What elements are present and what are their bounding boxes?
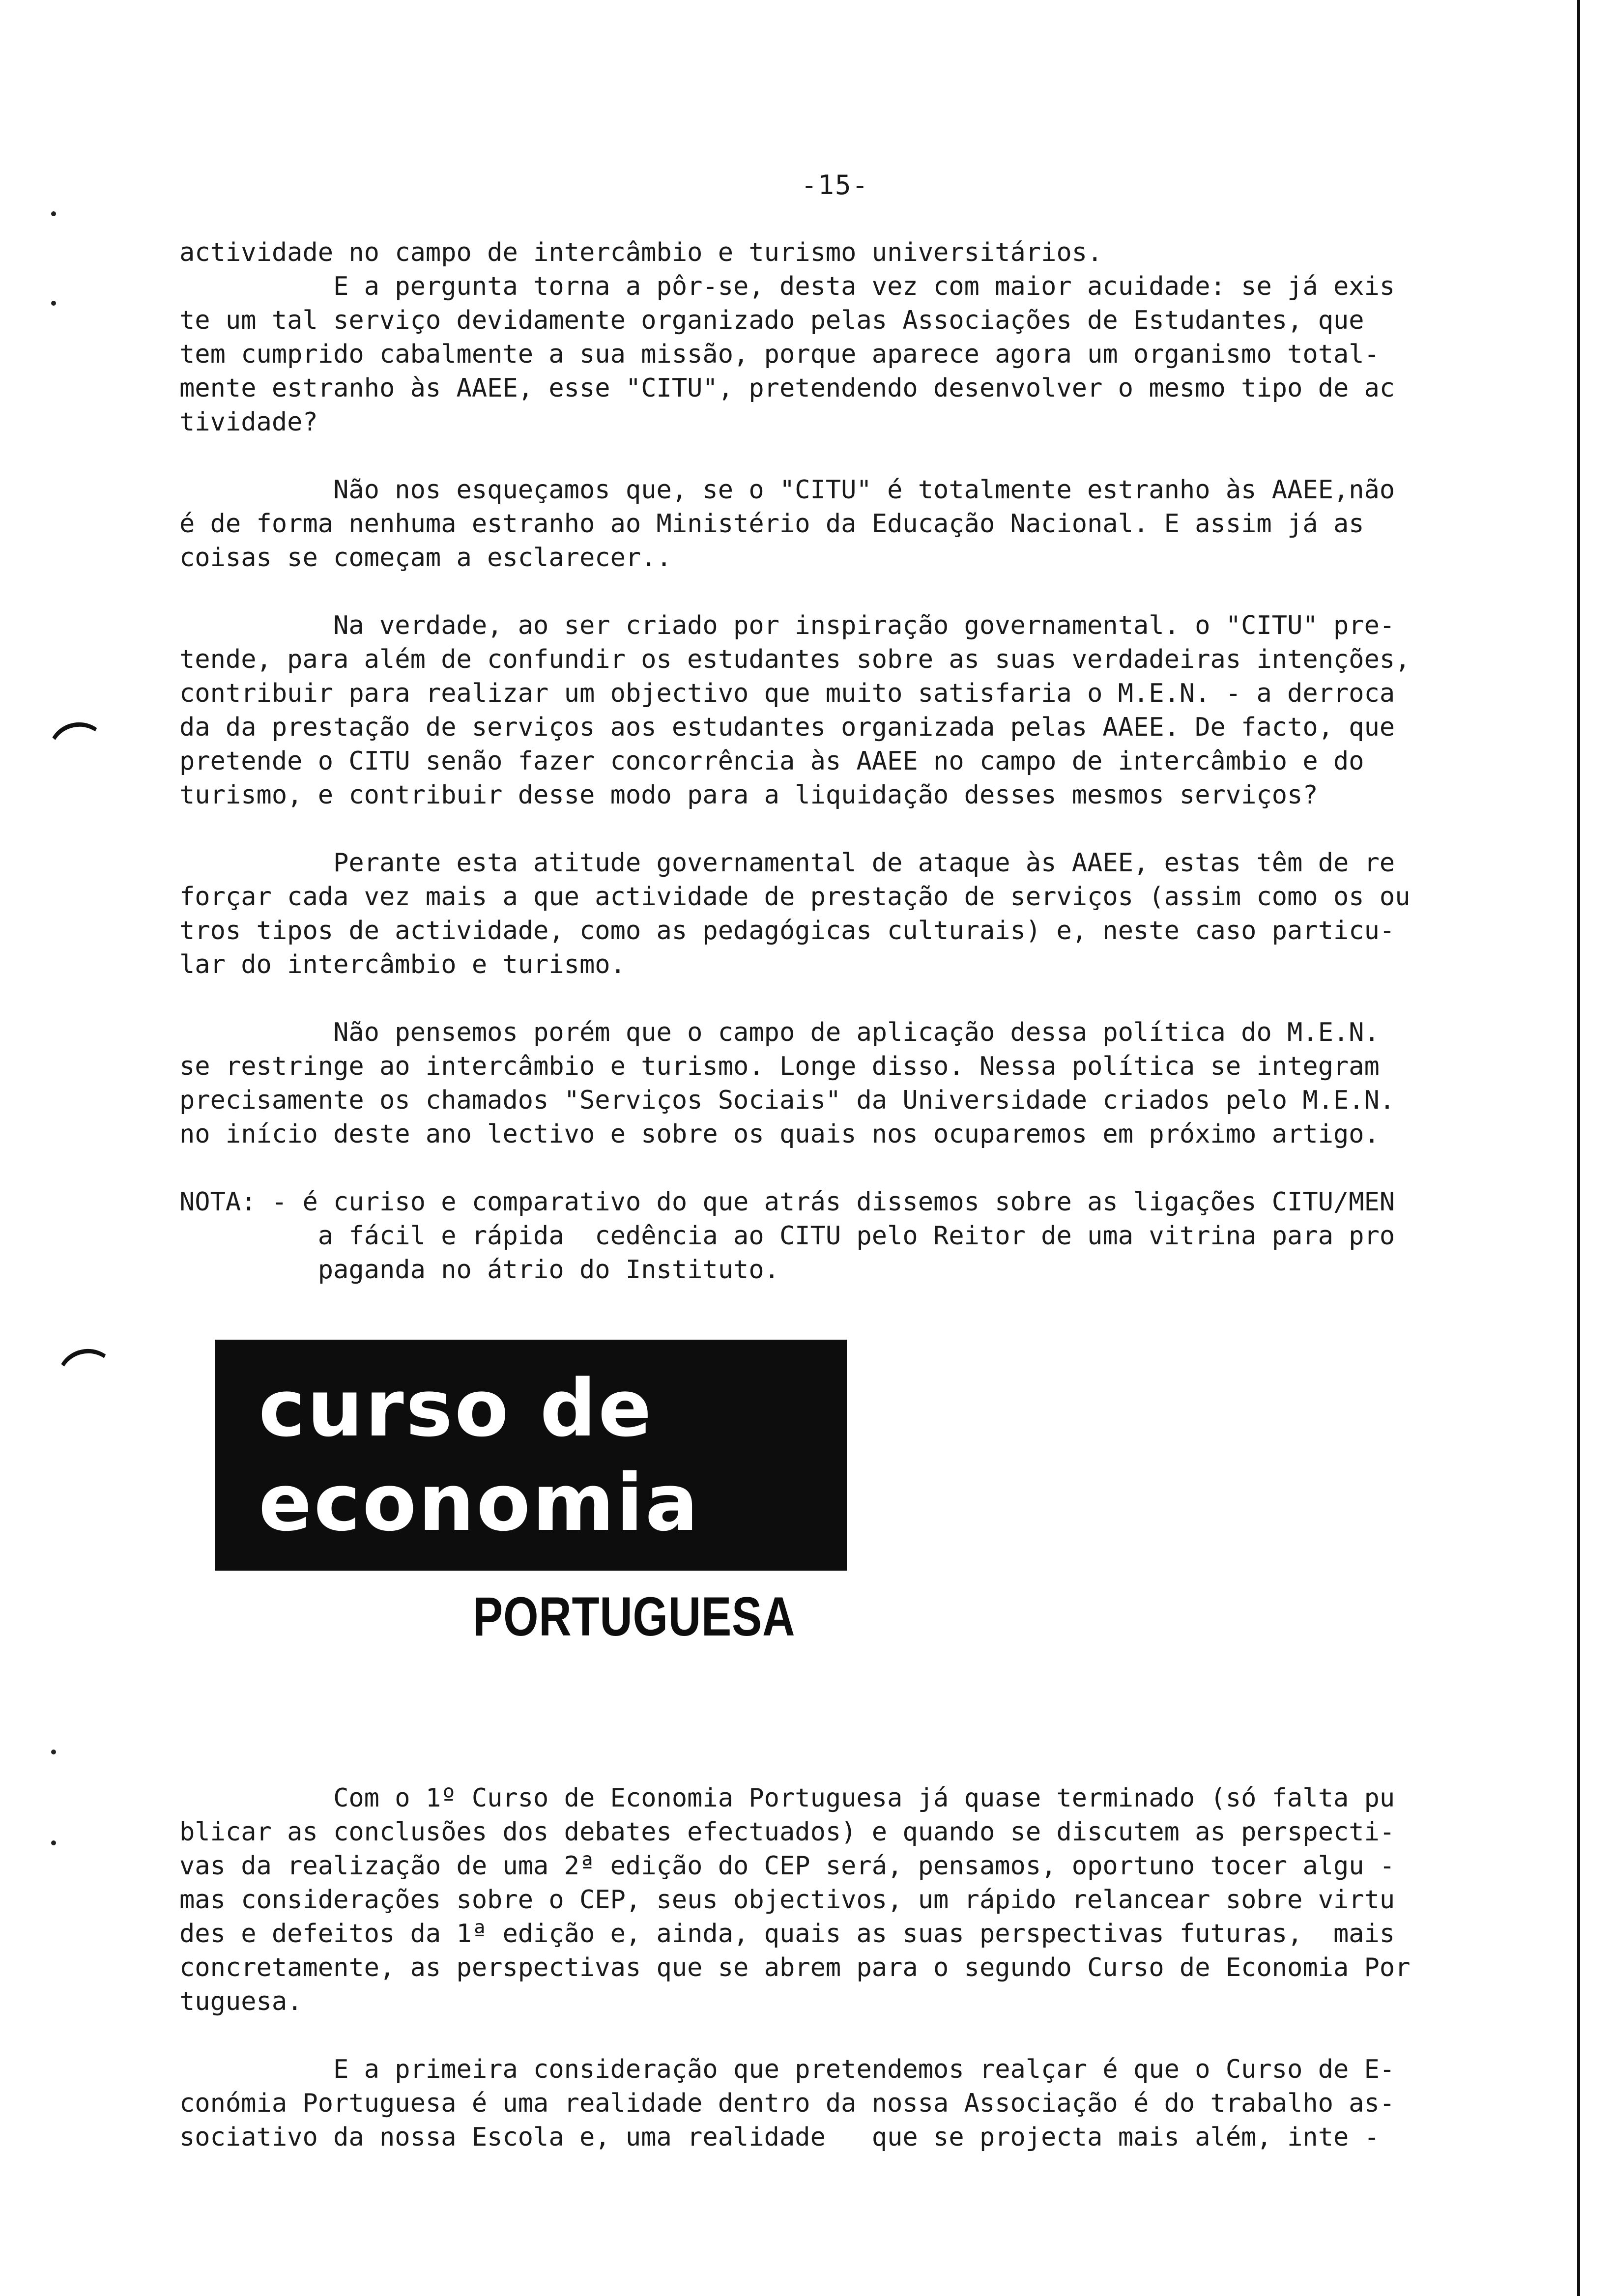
text-line: NOTA: - é curiso e comparativo do que atrás dissemos sobre as ligações CITU/MEN [179, 1187, 1395, 1217]
text-line [179, 1151, 1575, 1185]
text-line: E a pergunta torna a pôr-se, desta vez com maior acuidade: se já exis [179, 272, 1395, 301]
text-line: actividade no campo de intercâmbio e turismo universitários. [179, 238, 1103, 267]
text-line: Não pensemos porém que o campo de aplicação dessa política do M.E.N. [179, 1018, 1380, 1047]
margin-dot [51, 301, 56, 306]
page-number: -15- [801, 170, 869, 201]
text-line: Não nos esqueçamos que, se o "CITU" é totalmente estranho às AAEE,não [179, 475, 1395, 505]
text-line: vas da realização de uma 2ª edição do CEP será, pensamos, oportuno tocer algu - [179, 1851, 1395, 1881]
article-body-bottom [179, 1781, 1575, 2154]
text-line: é de forma nenhuma estranho ao Ministério da Educação Nacional. E assim já as [179, 509, 1364, 539]
text-line: te um tal serviço devidamente organizado pelas Associações de Estudantes, que [179, 306, 1364, 335]
text-line [179, 982, 1575, 1016]
text-line: tros tipos de actividade, como as pedagógicas culturais) e, neste caso particu- [179, 916, 1395, 946]
text-line: tuguesa. [179, 1987, 303, 2016]
text-line: Perante esta atitude governamental de ataque às AAEE, estas têm de re [179, 848, 1395, 878]
text-line: pretende o CITU senão fazer concorrência às AAEE no campo de intercâmbio e do [179, 746, 1364, 776]
text-line: des e defeitos da 1ª edição e, ainda, quais as suas perspectivas futuras, mais [179, 1919, 1395, 1949]
text-line: precisamente os chamados "Serviços Sociais" da Universidade criados pelo M.E.N. [179, 1086, 1395, 1115]
text-line: tividade? [179, 407, 318, 437]
text-line: tende, para além de confundir os estudantes sobre as suas verdadeiras intenções, [179, 645, 1410, 674]
text-line: forçar cada vez mais a que actividade de prestação de serviços (assim como os ou [179, 882, 1410, 912]
text-line: blicar as conclusões dos debates efectuados) e quando se discutem as perspecti- [179, 1817, 1395, 1847]
banner-title-line-2: economia [259, 1457, 700, 1549]
banner-title-line-1: curso de [259, 1362, 654, 1454]
section-banner [215, 1340, 847, 1571]
text-line: Com o 1º Curso de Economia Portuguesa já quase terminado (só falta pu [179, 1783, 1395, 1813]
text-line [179, 439, 1575, 473]
banner-subtitle: PORTUGUESA [473, 1586, 796, 1647]
text-line: coisas se começam a esclarecer.. [179, 543, 672, 573]
right-margin-rule [1577, 0, 1580, 2296]
text-line: contribuir para realizar um objectivo que muito satisfaria o M.E.N. - a derroca [179, 679, 1395, 708]
margin-dot [51, 1840, 56, 1845]
text-line: mente estranho às AAEE, esse "CITU", pretendendo desenvolver o mesmo tipo de ac [179, 373, 1395, 403]
text-line: sociativo da nossa Escola e, uma realidade que se projecta mais além, inte - [179, 2123, 1380, 2152]
binder-hole-mark [43, 717, 115, 786]
text-line: turismo, e contribuir desse modo para a liquidação desses mesmos serviços? [179, 780, 1318, 810]
text-line: a fácil e rápida cedência ao CITU pelo Reitor de uma vitrina para pro [179, 1221, 1395, 1251]
text-line [179, 575, 1575, 609]
binder-hole-mark [52, 1343, 123, 1413]
margin-dot [51, 1750, 56, 1754]
text-line [179, 812, 1575, 846]
text-line: E a primeira consideração que pretendemos realçar é que o Curso de E- [179, 2055, 1395, 2084]
article-body-top [179, 236, 1575, 1287]
text-line: concretamente, as perspectivas que se abrem para o segundo Curso de Economia Por [179, 1953, 1410, 1982]
text-line: Na verdade, ao ser criado por inspiração governamental. o "CITU" pre- [179, 611, 1395, 640]
margin-dot [51, 211, 56, 216]
text-line: no início deste ano lectivo e sobre os quais nos ocuparemos em próximo artigo. [179, 1119, 1380, 1149]
text-line: lar do intercâmbio e turismo. [179, 950, 626, 979]
text-line: mas considerações sobre o CEP, seus objectivos, um rápido relancear sobre virtu [179, 1885, 1395, 1915]
text-line: paganda no átrio do Instituto. [179, 1255, 779, 1285]
text-line: da da prestação de serviços aos estudantes organizada pelas AAEE. De facto, que [179, 713, 1395, 742]
text-line: tem cumprido cabalmente a sua missão, porque aparece agora um organismo total- [179, 340, 1380, 369]
text-line: conómia Portuguesa é uma realidade dentro da nossa Associação é do trabalho as- [179, 2089, 1395, 2118]
text-line: se restringe ao intercâmbio e turismo. Longe disso. Nessa política se integram [179, 1052, 1380, 1081]
text-line [179, 2019, 1575, 2053]
